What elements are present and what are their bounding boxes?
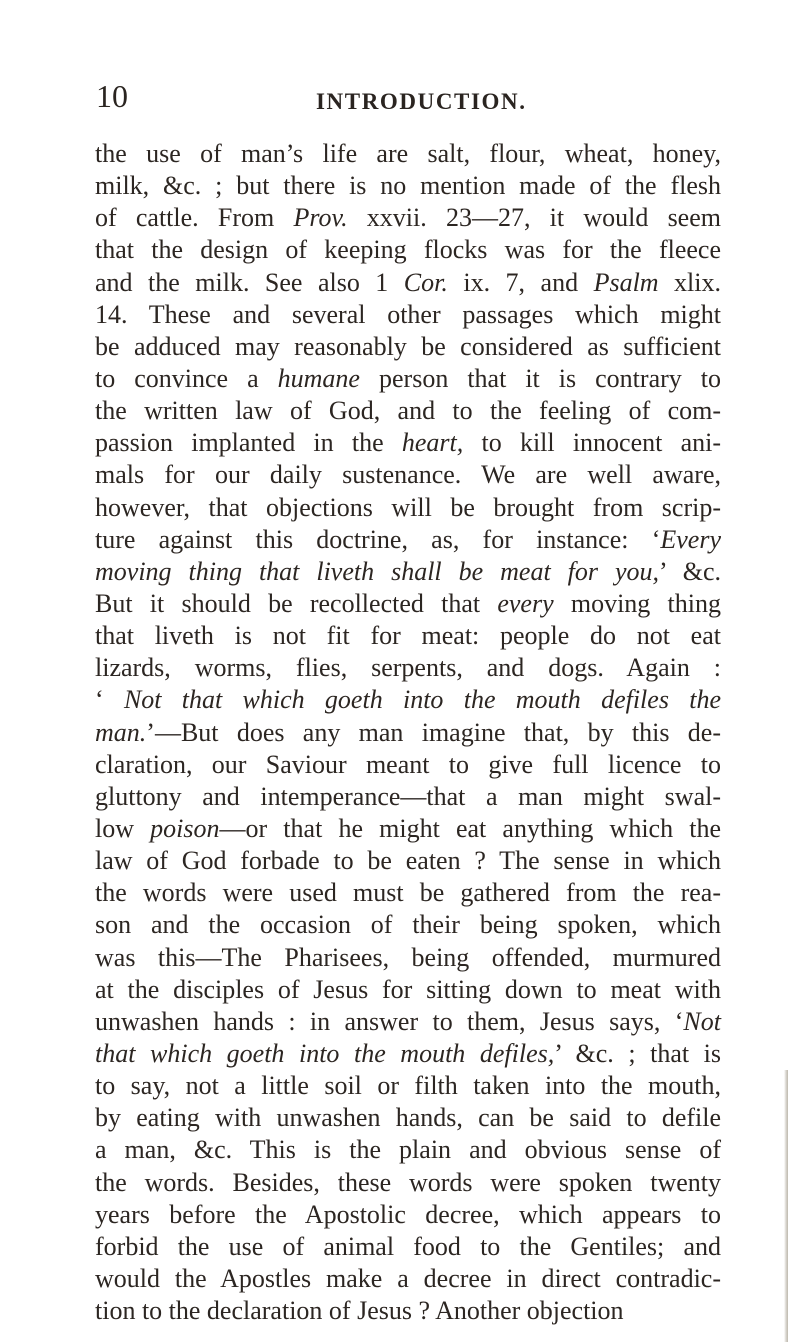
text-segment: ’ &c.	[659, 556, 721, 586]
text-line	[95, 299, 721, 331]
text-line	[95, 942, 721, 974]
text-segment: son and the occasion of their being spoken, which	[95, 910, 721, 940]
page-edge-shadow	[784, 1070, 788, 1342]
text-segment: —or that he might eat anything which the	[219, 813, 722, 843]
text-line	[95, 1231, 721, 1263]
text-segment: unwashen hands : in answer to them, Jesus says, ‘	[95, 1006, 684, 1036]
text-segment: But it should be recollected that	[95, 588, 498, 618]
text-line	[95, 909, 721, 941]
text-segment: ix. 7, and	[447, 267, 594, 297]
text-segment: at the disciples of Jesus for sitting down to meat with	[95, 974, 721, 1004]
italic-text: that which goeth into the mouth defiles,	[95, 1038, 555, 1068]
text-segment: tion to the declaration of Jesus ? Another objection	[95, 1296, 624, 1326]
running-head: INTRODUCTION.	[316, 89, 527, 114]
text-segment: 14. These and several other passages which might	[95, 299, 721, 329]
text-line	[95, 717, 721, 749]
text-line	[95, 363, 721, 395]
text-segment: claration, our Saviour meant to give full licence to	[95, 749, 721, 779]
italic-text: Every	[660, 524, 721, 554]
italic-text: every	[497, 588, 554, 618]
text-line	[95, 1006, 721, 1038]
text-line	[95, 620, 721, 652]
text-line	[95, 749, 721, 781]
text-segment: would the Apostles make a decree in direct contradic-	[95, 1263, 721, 1293]
text-line	[95, 524, 721, 556]
text-line	[95, 234, 721, 266]
text-segment: years before the Apostolic decree, which appears to	[95, 1199, 721, 1229]
text-line	[95, 1038, 721, 1070]
text-segment: ‘	[95, 685, 124, 715]
text-segment: ’—But does any man imagine that, by this de-	[146, 717, 721, 747]
text-line	[95, 1167, 721, 1199]
text-segment: to say, not a little soil or filth taken into the mouth,	[95, 1071, 721, 1101]
text-segment: ture against this doctrine, as, for instance: ‘	[95, 524, 661, 554]
text-segment: the use of man’s life are salt, flour, wheat, honey,	[95, 139, 721, 168]
italic-text: poison	[150, 813, 220, 843]
text-segment: forbid the use of animal food to the Gentiles; and	[95, 1231, 721, 1261]
text-line	[95, 1070, 721, 1102]
text-segment: person that it is contrary to	[359, 363, 722, 393]
text-line	[95, 1199, 721, 1231]
text-segment: xlix.	[658, 267, 722, 297]
text-line	[95, 684, 721, 716]
text-line	[95, 588, 721, 620]
text-segment: to kill innocent ani-	[463, 428, 722, 458]
text-segment: a man, &c. This is the plain and obvious sense of	[95, 1135, 721, 1165]
page-number: 10	[96, 78, 128, 114]
text-line	[95, 395, 721, 427]
text-segment: lizards, worms, flies, serpents, and dogs. Again :	[95, 653, 721, 683]
text-segment: however, that objections will be brought from scrip-	[95, 492, 721, 522]
text-line	[95, 877, 721, 909]
text-line	[95, 845, 721, 877]
text-line	[95, 459, 721, 491]
text-line	[95, 813, 721, 845]
text-segment: of cattle. From	[95, 203, 294, 233]
text-line	[95, 556, 721, 588]
text-line	[95, 492, 721, 524]
text-line	[95, 652, 721, 684]
text-segment: moving thing	[553, 588, 721, 618]
text-segment: that the design of keeping flocks was for the fleece	[95, 235, 721, 265]
text-line	[95, 170, 721, 202]
text-line	[95, 1102, 721, 1134]
italic-text: man.	[95, 717, 147, 747]
text-segment: and the milk. See also 1	[95, 267, 404, 297]
italic-text: Cor.	[403, 267, 448, 297]
text-segment: to convince a	[95, 363, 278, 393]
text-segment: ’ &c. ; that is	[554, 1038, 721, 1068]
text-segment: passion implanted in the	[95, 428, 402, 458]
text-line	[95, 1263, 721, 1295]
italic-text: Psalm	[593, 267, 659, 297]
text-segment: xxvii. 23—27, it would seem	[347, 203, 721, 233]
text-line	[95, 138, 721, 170]
text-segment: by eating with unwashen hands, can be said to defile	[95, 1103, 721, 1133]
text-line	[95, 974, 721, 1006]
text-segment: milk, &c. ; but there is no mention made of the flesh	[95, 171, 721, 201]
text-segment: gluttony and intemperance—that a man might swal-	[95, 781, 721, 811]
italic-text: heart,	[401, 428, 464, 458]
text-line	[95, 267, 721, 299]
body-text	[95, 138, 721, 1327]
italic-text: Prov.	[293, 203, 348, 233]
text-segment: be adduced may reasonably be considered as sufficient	[95, 331, 721, 361]
text-line	[95, 781, 721, 813]
text-line	[95, 331, 721, 363]
italic-text: humane	[277, 363, 360, 393]
text-segment: that liveth is not fit for meat: people do not eat	[95, 621, 721, 651]
italic-text: Not	[683, 1006, 721, 1036]
text-segment: the written law of God, and to the feeling of com-	[95, 396, 721, 426]
text-line	[95, 1134, 721, 1166]
text-segment: law of God forbade to be eaten ? The sense in which	[95, 846, 721, 876]
text-segment: low	[95, 813, 151, 843]
text-segment: the words. Besides, these words were spoken twenty	[95, 1167, 721, 1197]
text-line	[95, 1295, 721, 1327]
text-line	[95, 427, 721, 459]
text-segment: mals for our daily sustenance. We are well aware,	[95, 460, 721, 490]
text-line	[95, 202, 721, 234]
italic-text: Not that which goeth into the mouth defiles the	[123, 685, 721, 715]
italic-text: moving thing that liveth shall be meat for you,	[95, 556, 660, 586]
text-segment: the words were used must be gathered from the rea-	[95, 878, 721, 908]
text-segment: was this—The Pharisees, being offended, murmured	[95, 942, 721, 972]
